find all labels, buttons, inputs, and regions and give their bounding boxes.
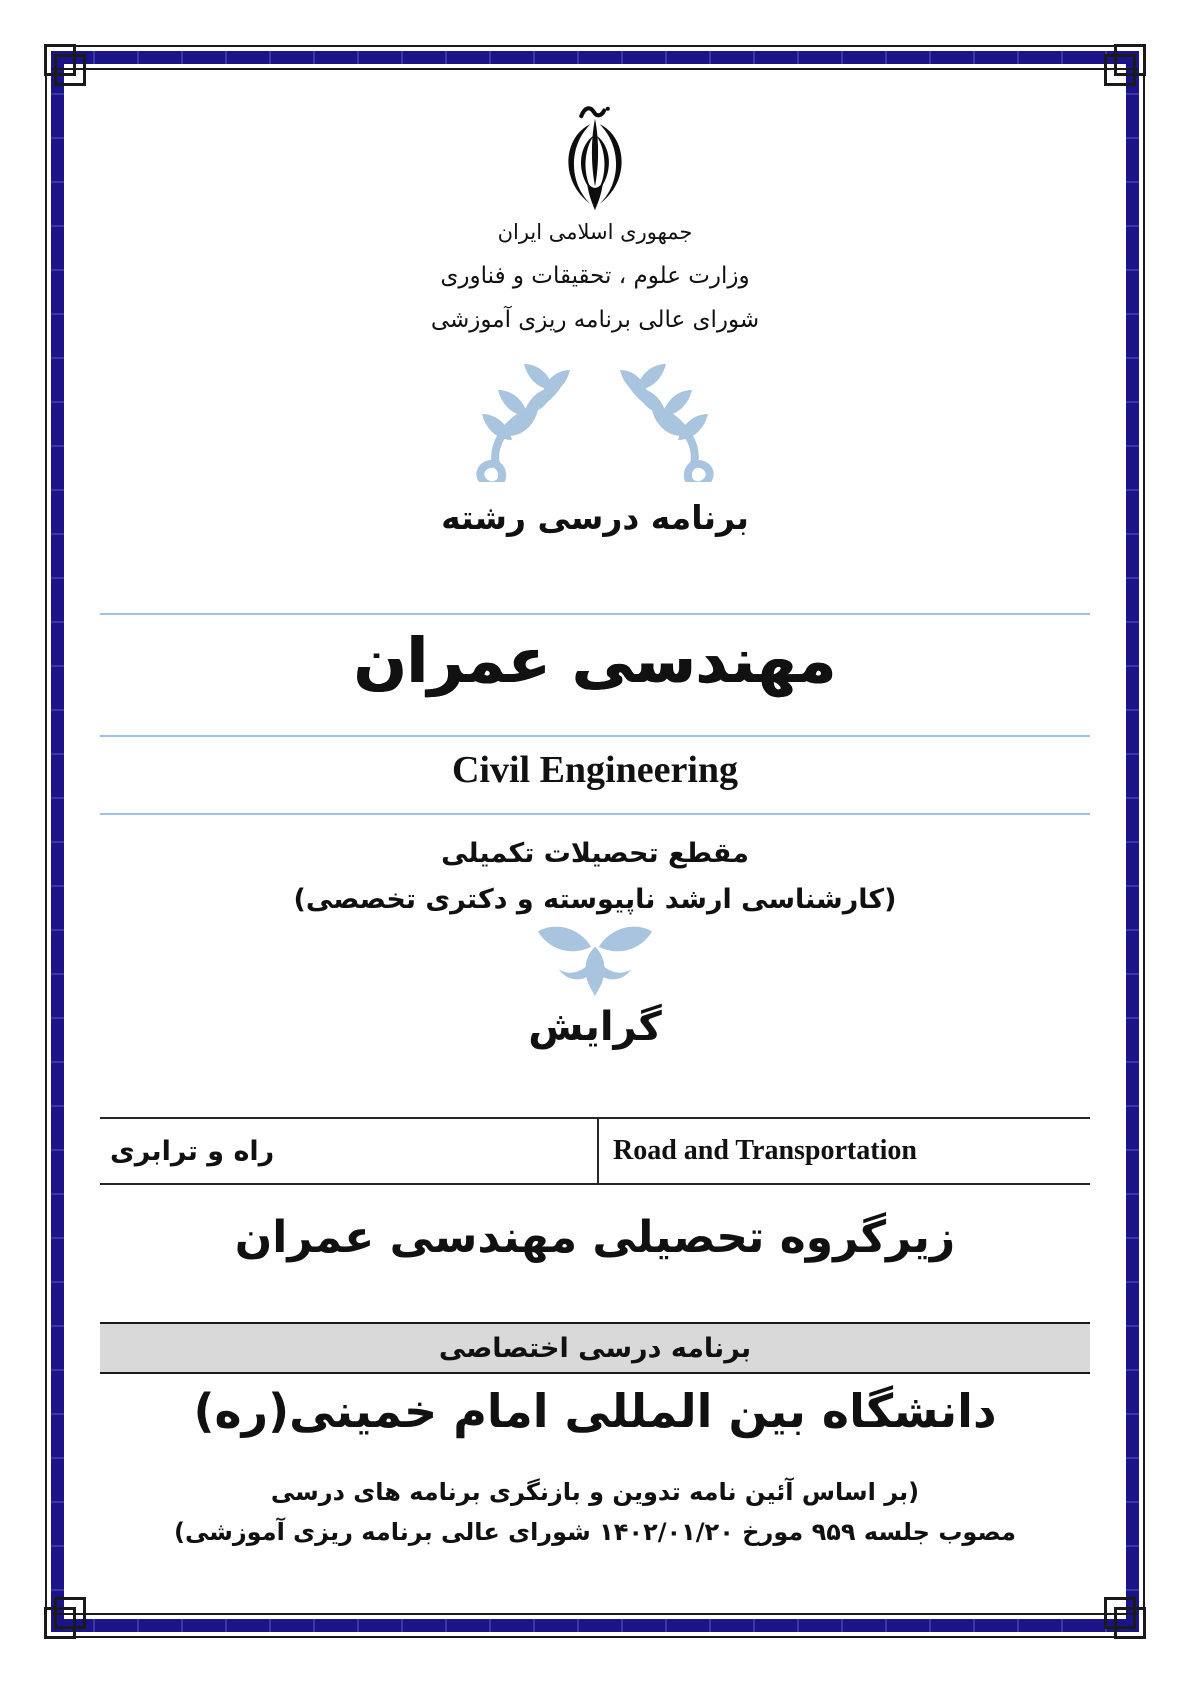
university-name: دانشگاه بین المللی امام خمینی(ره) — [193, 1384, 997, 1438]
divider-rule — [100, 613, 1090, 615]
council-title: شورای عالی برنامه ریزی آموزشی — [430, 307, 760, 333]
specialized-curriculum-label: برنامه درسی اختصاصی — [438, 1332, 752, 1364]
orientation-table — [100, 1117, 1090, 1185]
frame-band-right — [1126, 51, 1139, 1632]
floral-flourish-pair-icon — [473, 362, 717, 482]
corner-knot-icon — [1104, 1597, 1136, 1629]
program-label: برنامه درسی رشته — [441, 498, 749, 537]
divider-rule — [100, 813, 1090, 815]
approval-note-line2: مصوب جلسه ۹۵۹ مورخ ۱۴۰۲/۰۱/۲۰ شورای عالی برنامه ریزی آموزشی) — [174, 1518, 1016, 1546]
approval-note-line1: (بر اساس آئین نامه تدوین و بازنگری برنامه های درسی — [270, 1478, 920, 1506]
ministry-title: وزارت علوم ، تحقیقات و فناوری — [440, 263, 750, 289]
frame-band-top — [51, 51, 1139, 64]
orientation-value-en: Road and Transportation — [597, 1119, 1090, 1183]
frame-band-bottom — [51, 1619, 1139, 1632]
corner-knot-icon — [1104, 54, 1136, 86]
orientation-label: گرایش — [528, 1004, 662, 1050]
level-title: مقطع تحصیلات تکمیلی — [441, 838, 749, 869]
specialized-curriculum-band — [100, 1322, 1090, 1374]
field-title-en: Civil Engineering — [451, 749, 739, 791]
floral-divider-icon — [528, 922, 662, 998]
corner-knot-icon — [54, 54, 86, 86]
field-title-fa: مهندسی عمران — [353, 624, 837, 697]
country-title: جمهوری اسلامی ایران — [497, 220, 693, 244]
divider-rule — [100, 735, 1090, 737]
subgroup-title: زیرگروه تحصیلی مهندسی عمران — [234, 1212, 956, 1263]
orientation-value-fa: راه و ترابری — [110, 1135, 275, 1167]
floral-flourish-left-icon — [473, 362, 593, 482]
level-detail: (کارشناسی ارشد ناپیوسته و دکتری تخصصی) — [293, 884, 897, 915]
corner-knot-icon — [54, 1597, 86, 1629]
frame-band-left — [51, 51, 64, 1632]
floral-flourish-right-icon — [597, 362, 717, 482]
frame-inner-line-bottom — [52, 1613, 1138, 1615]
iran-national-emblem-icon — [548, 106, 642, 214]
frame-inner-line-top — [52, 68, 1138, 70]
